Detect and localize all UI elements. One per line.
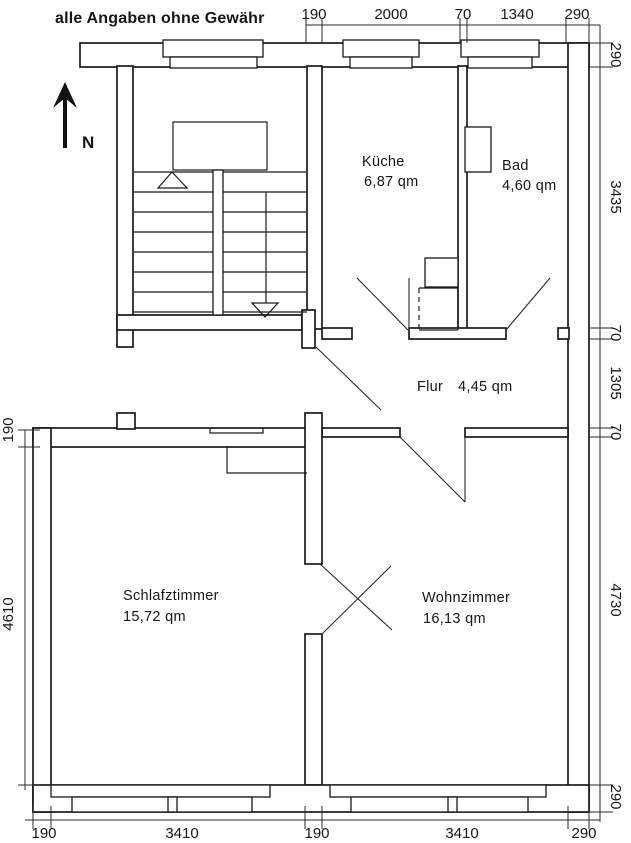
- dim-top-1: 190: [301, 6, 327, 23]
- wall-kitchen-bottom-left: [322, 328, 352, 339]
- dim-top-2: 2000: [374, 6, 408, 23]
- disclaimer-title: alle Angaben ohne Gewähr: [55, 10, 265, 27]
- wall-kitchen-bath: [458, 66, 467, 330]
- wall-bedroom-livingroom-upper: [305, 413, 322, 564]
- dim-left-1: 190: [0, 417, 17, 443]
- dim-right-7: 290: [607, 784, 624, 810]
- north-arrow-icon: [53, 82, 94, 152]
- stair-landing: [173, 122, 267, 170]
- room-label-bad: [502, 158, 557, 194]
- chimney-block: [117, 413, 135, 429]
- dim-right-1: 290: [607, 42, 624, 68]
- dim-right-4: 1305: [607, 366, 624, 400]
- dim-top-3: 70: [454, 6, 472, 23]
- window-stairwell-icon: [163, 40, 263, 68]
- dim-right-3: 70: [607, 324, 624, 342]
- staircase: [133, 122, 307, 317]
- stair-stringer: [213, 170, 223, 315]
- livingroom-door-swing: [400, 437, 465, 502]
- wall-livingroom-top-left: [322, 428, 400, 437]
- room-name: Flur: [417, 379, 444, 395]
- window-livingroom-icon: [330, 785, 546, 812]
- room-label-schlafzimmer: [123, 588, 219, 625]
- north-label: N: [82, 133, 95, 152]
- wall-bath-bottom-right: [558, 328, 569, 339]
- room-name: Küche: [362, 154, 405, 170]
- entrance-door-swing: [316, 347, 381, 410]
- wall-entrance-jamb: [302, 310, 315, 348]
- dim-bottom-2: 3410: [165, 825, 199, 842]
- dim-bottom-4: 3410: [445, 825, 479, 842]
- window-bedroom-icon: [51, 785, 270, 812]
- wall-right: [568, 43, 589, 812]
- wall-stairwell-left: [117, 66, 133, 347]
- wall-livingroom-top-right: [465, 428, 568, 437]
- wall-stairwell-bottom: [117, 315, 302, 330]
- stair-up-arrow-icon: [158, 172, 187, 188]
- kitchen-fixture-lower: [419, 288, 458, 330]
- room-area: 4,45 qm: [458, 379, 513, 395]
- room-area: 4,60 qm: [502, 178, 557, 194]
- room-label-kueche: [362, 154, 419, 190]
- dim-left-2: 4610: [0, 597, 17, 631]
- kitchen-door-swing: [357, 278, 409, 330]
- bath-door-swing: [506, 278, 550, 330]
- room-area: 16,13 qm: [423, 611, 486, 627]
- room-label-wohnzimmer: [422, 590, 510, 627]
- dim-right-5: 70: [607, 423, 624, 441]
- room-labels: [123, 154, 557, 627]
- kitchen-fixture-upper: [425, 258, 458, 287]
- bedroom-door-swing: [320, 564, 392, 634]
- wall-left: [33, 428, 51, 812]
- room-name: Bad: [502, 158, 529, 174]
- dim-top-4: 1340: [500, 6, 534, 23]
- room-name: Schlafztimmer: [123, 588, 219, 604]
- dim-right-2: 3435: [607, 180, 624, 214]
- wall-bedroom-livingroom-lower: [305, 634, 322, 785]
- bath-sink-niche: [465, 127, 491, 172]
- dim-right-6: 4730: [607, 583, 624, 617]
- bedroom-corner-closet: [227, 447, 307, 473]
- dim-bottom-3: 190: [304, 825, 330, 842]
- room-name: Wohnzimmer: [422, 590, 511, 606]
- dim-bottom-1: 190: [31, 825, 57, 842]
- dim-bottom-5: 290: [571, 825, 597, 842]
- window-bath-icon: [461, 40, 539, 68]
- room-area: 6,87 qm: [364, 174, 419, 190]
- room-label-flur: [417, 379, 513, 395]
- wall-stairwell-right: [307, 66, 322, 329]
- dim-top-5: 290: [564, 6, 590, 23]
- window-kitchen-icon: [343, 40, 419, 68]
- wall-bedroom-top: [33, 428, 307, 447]
- room-area: 15,72 qm: [123, 609, 186, 625]
